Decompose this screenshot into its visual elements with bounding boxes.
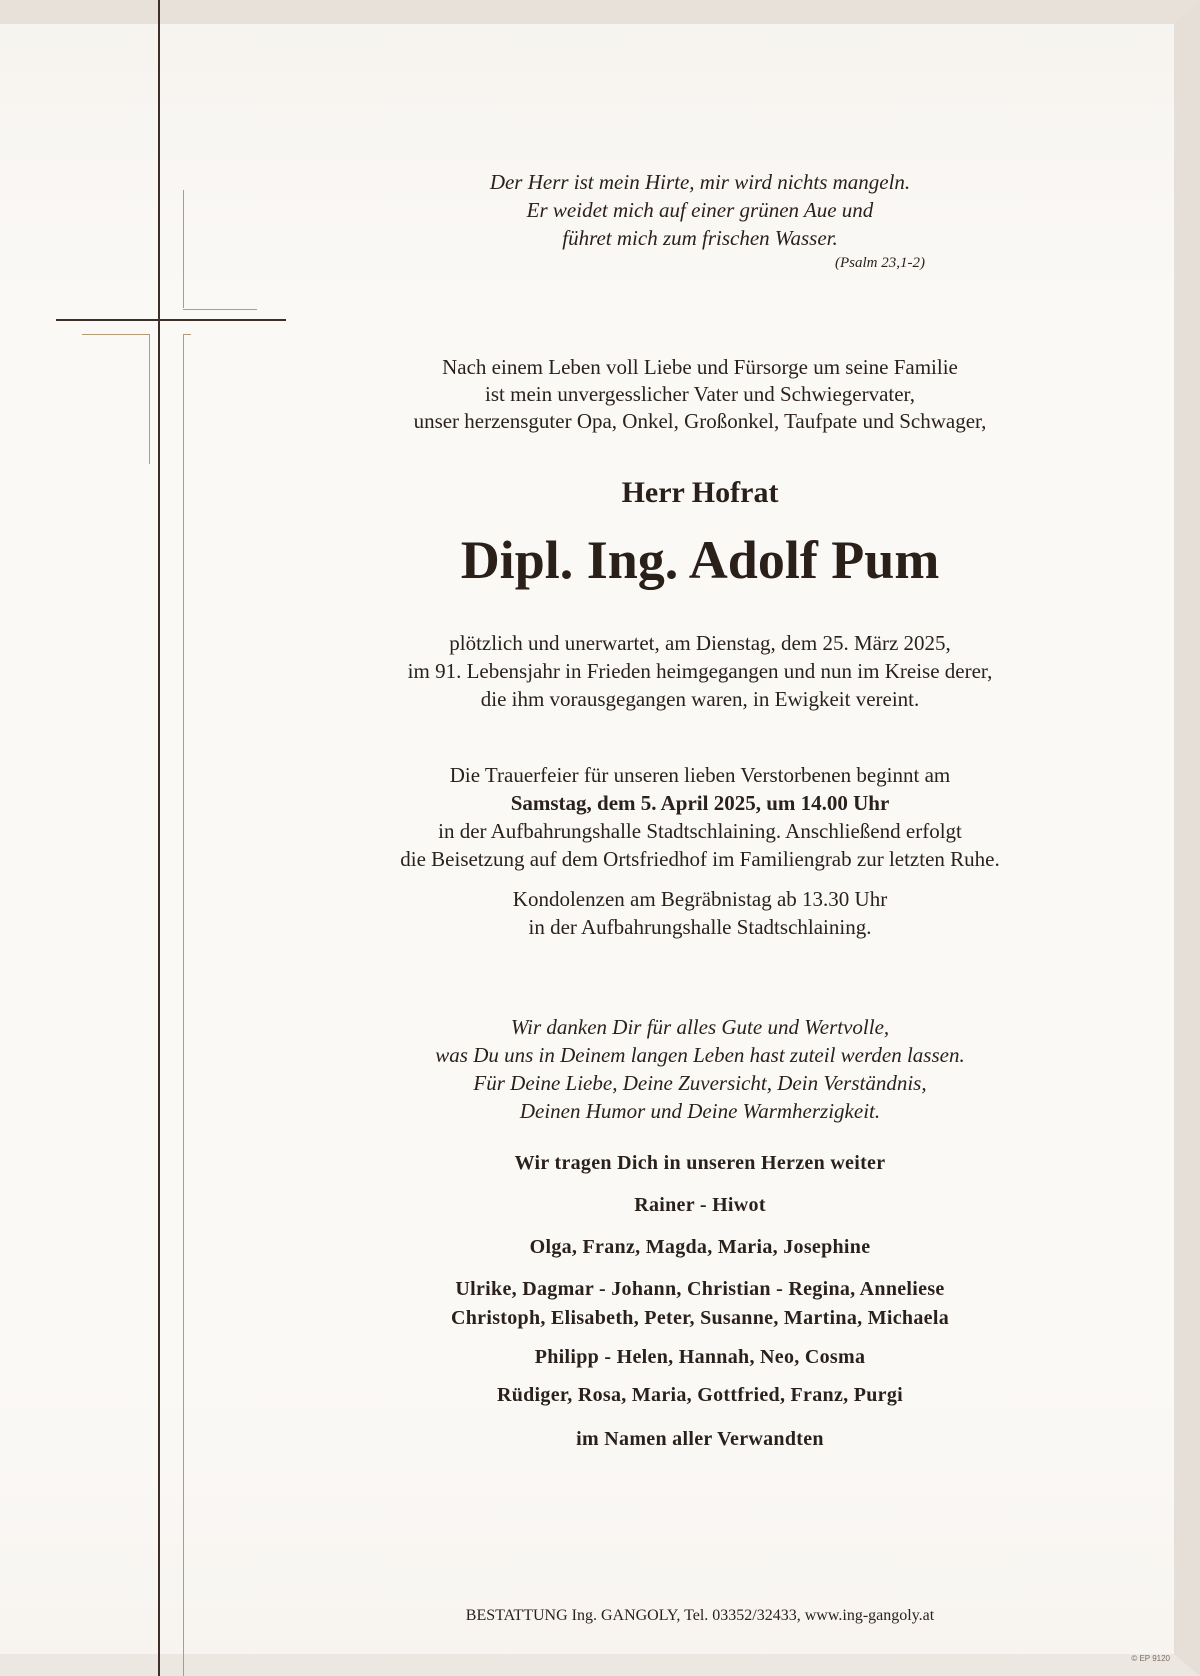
passing-text <box>310 629 1090 713</box>
psalm-line: Er weidet mich auf einer grünen Aue und <box>526 198 874 222</box>
psalm-line: führet mich zum frischen Wasser. <box>562 226 838 250</box>
passing-line: im 91. Lebensjahr in Frieden heimgegangen und nun im Kreise derer, <box>407 659 993 683</box>
family-group: Rainer - Hiwot <box>634 1194 766 1216</box>
thanks-line: Wir danken Dir für alles Gute und Wertvolle, <box>510 1015 890 1039</box>
intro-line: ist mein unvergesslicher Vater und Schwiegervater, <box>485 382 915 406</box>
passing-line: plötzlich und unerwartet, am Dienstag, dem 25. März 2025, <box>449 631 951 655</box>
undertaker-footer: BESTATTUNG Ing. GANGOLY, Tel. 03352/32433, www.ing-gangoly.at <box>465 1607 935 1624</box>
passing-line: die ihm vorausgegangen waren, in Ewigkeit vereint. <box>480 687 920 711</box>
thanks-line: was Du uns in Deinem langen Leben hast zuteil werden lassen. <box>435 1043 965 1067</box>
ceremony-line: in der Aufbahrungshalle Stadtschlaining. Anschließend erfolgt <box>438 819 962 843</box>
deceased-name: Dipl. Ing. Adolf Pum <box>460 530 940 590</box>
intro-line: Nach einem Leben voll Liebe und Fürsorge um seine Familie <box>442 355 958 379</box>
condolences-line: Kondolenzen am Begräbnistag ab 13.30 Uhr <box>512 887 888 911</box>
psalm-line: Der Herr ist mein Hirte, mir wird nichts mangeln. <box>489 170 911 194</box>
psalm-reference: (Psalm 23,1-2) <box>835 255 925 271</box>
ceremony-datetime: Samstag, dem 5. April 2025, um 14.00 Uhr <box>510 791 890 815</box>
cross-horizontal-gold-line-right-lower <box>183 334 191 335</box>
thanks-line: Deinen Humor und Deine Warmherzigkeit. <box>519 1099 881 1123</box>
thanks-line: Für Deine Liebe, Deine Zuversicht, Dein Verständnis, <box>473 1071 927 1095</box>
cross-vertical-gold-line-top <box>183 190 184 308</box>
condolences-info <box>310 885 1090 941</box>
family-group: Philipp - Helen, Hannah, Neo, Cosma <box>534 1346 866 1368</box>
ceremony-line: Die Trauerfeier für unseren lieben Verstorbenen beginnt am <box>449 763 951 787</box>
cross-vertical-gold-line-left <box>149 334 150 464</box>
family-group-line: Christoph, Elisabeth, Peter, Susanne, Martina, Michaela <box>451 1307 949 1329</box>
funeral-ceremony-info <box>310 761 1090 873</box>
cross-vertical-dark-line <box>158 0 160 1676</box>
print-code: © EP 9120 <box>1131 1654 1170 1663</box>
ceremony-line: die Beisetzung auf dem Ortsfriedhof im Familiengrab zur letzten Ruhe. <box>400 847 1000 871</box>
intro-text <box>310 354 1090 435</box>
deceased-honorific: Herr Hofrat <box>621 476 779 509</box>
cross-horizontal-gold-line-left <box>82 334 150 335</box>
thanks-text <box>310 1013 1090 1125</box>
family-relatives-closing: im Namen aller Verwandten <box>576 1428 824 1450</box>
psalm-verse <box>310 168 1090 252</box>
cross-horizontal-dark-line <box>56 319 286 321</box>
cross-vertical-gold-line <box>183 334 184 1676</box>
intro-line: unser herzensguter Opa, Onkel, Großonkel, Taufpate und Schwager, <box>413 409 987 433</box>
family-closing-line: Wir tragen Dich in unseren Herzen weiter <box>514 1152 886 1174</box>
cross-horizontal-gold-line-right <box>183 309 257 310</box>
family-group <box>310 1275 1090 1333</box>
family-group: Olga, Franz, Magda, Maria, Josephine <box>529 1236 871 1258</box>
family-group: Rüdiger, Rosa, Maria, Gottfried, Franz, Purgi <box>496 1384 904 1406</box>
obituary-content <box>310 168 1090 1453</box>
family-group-line: Ulrike, Dagmar - Johann, Christian - Regina, Anneliese <box>455 1278 945 1300</box>
condolences-line: in der Aufbahrungshalle Stadtschlaining. <box>528 915 872 939</box>
